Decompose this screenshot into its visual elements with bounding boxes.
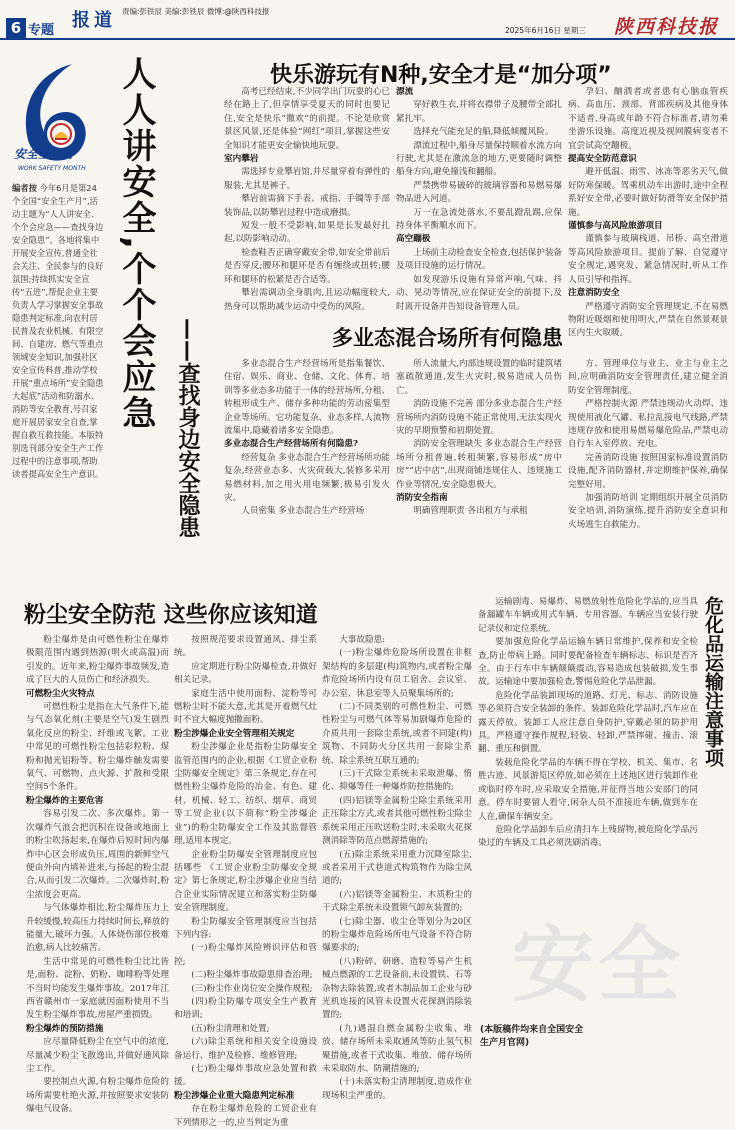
subheading: 高空蹦极	[396, 234, 431, 245]
paragraph: (一)粉尘爆炸风险辨识评估和管控;	[174, 943, 317, 967]
paragraph: (十)未落实粉尘清理制度,造成作业现场积尘严重的。	[322, 1077, 472, 1101]
paragraph: 应尽量降低粉尘在空气中的浓度,尽量减少粉尘飞散逸出,并做好通风除尘工作。	[26, 1037, 169, 1074]
page-number: 6	[6, 18, 26, 38]
paragraph: 消防设施不完善 部分多业态混合生产经营场所内消防设施不能正常使用,无法实现火灾的早期预警和初期处置。	[396, 399, 563, 437]
subheading: 粉尘爆炸的预防措施	[26, 1023, 104, 1034]
editor-note	[12, 182, 104, 481]
paragraph: 需选择专业攀岩馆,并尽量穿着有弹性的服装,尤其是裤子。	[224, 167, 391, 191]
paragraph: 粉尘爆炸是由可燃性粉尘在爆炸极限范围内遇到热源(明火或高温)而引发的。近年来,粉尘爆炸事故频发,造成了巨大的人员伤亡和经济损失。	[26, 635, 169, 686]
paragraph: 完善消防设施 按照国家标准设置消防设施,配齐消防器材,并定期维护保养,确保完整好用。	[568, 452, 728, 490]
watermark-text: 安全	[512, 918, 685, 1013]
subheading: 漂流	[396, 87, 414, 97]
paragraph: (一)粉尘爆炸危险场所设置在非框架结构的多层建(构)筑物内,或者粉尘爆炸危险场所内设有员工宿舍、会议室、办公室、休息室等人员聚集场所的;	[322, 648, 472, 699]
paragraph: 万一在急流处落水,不要乱蹬乱踢,应保持身体平衡顺水而下。	[396, 207, 562, 232]
newspaper-name: 陕西科技报	[614, 16, 720, 38]
article3-headline: 粉尘安全防范 这些你应该知道	[24, 603, 318, 628]
paragraph: (五)除尘系统采用重力沉降室除尘,或者采用干式巷道式构筑物作为除尘风道的;	[322, 849, 472, 887]
paragraph: 孕妇、酗酒者或者患有心脑血管疾病、高血压、颈部、背部疾病及其他身体不适者,身高或年龄不符合标准者,请勿乘坐游乐设施。高度近视及视网膜病变者不宜尝试高空蹦极。	[568, 87, 728, 151]
paragraph: 与气体爆炸相比,粉尘爆炸压力上升较缓慢,较高压力持续时间长,释放的能量大,破坏力强。人体烧伤部位极难治愈,病人比较痛苦。	[26, 903, 169, 954]
paragraph: 企业粉尘防爆安全管理制度应包括哪些 《工贸企业粉尘防爆安全规定》第七条规定,粉尘涉爆企业应当结合企业实际情况建立和落实粉尘防爆安全管理制度。	[174, 849, 317, 914]
article3-column-2	[174, 634, 317, 1128]
subheading: 粉尘涉爆企业安全管理相关规定	[174, 728, 295, 739]
feature-sub-title: ——查找身边安全隐患	[175, 318, 200, 538]
paragraph: 危险化学品装卸现场的道路、灯光、标志、消防设施等必须符合安全装卸的条件。装卸危险化学品时,汽车应在露天停放。装卸工人应注意自身防护,穿戴必须的防护用具。严格遵守操作规程,轻装、轻卸,严禁摔碰、撞击、滚翻、重压和倒置。	[478, 690, 698, 755]
subheading: 多业态混合生产经营场所有何隐患?	[224, 439, 358, 450]
paragraph: 严禁携带易破碎的玻璃容器和易燃易爆物品进入河道。	[396, 180, 562, 205]
article2-headline: 多业态混合场所有何隐患	[332, 326, 563, 350]
paragraph: 加强消防培训 定期组织开展全员消防安全培训,消防演练,提升消防安全意识和火场逃生自救能力。	[568, 493, 728, 530]
paragraph: 按照规范要求设置通风、排尘系统。	[174, 635, 317, 659]
paragraph: 明确管理职责 各出租方与承租	[413, 506, 528, 517]
subheading: 谨慎参与高风险旅游项目	[568, 221, 663, 232]
paragraph: 危险化学品卸车后应清扫车上残留物,被危险化学品污染过的车辆及工具必须洗刷消毒。	[478, 824, 698, 849]
paragraph: 生活中常见的可燃性粉尘比比皆是,面粉、淀粉、奶粉、咖啡粉等处理不当时均能发生爆炸事故。2017年江西省赣州市一家庭就因面粉使用不当发生粉尘爆炸事故,房屋严重损毁。	[26, 956, 169, 1021]
article2-column-2	[396, 358, 562, 580]
paragraph: 高考已经结束,不少同学出门玩耍的心已经在路上了,但享情享受夏天的同时也要记住,安全是快乐“撒欢”的前提。不论是欣赏景区风景,还是体验“网红”项目,掌握这些安全知识才能更安全愉快地玩耍。	[224, 87, 391, 151]
paragraph: 短发一般不受影响,如果是长发最好扎起,以防影响动动。	[224, 221, 390, 245]
subheading: 粉尘爆炸的主要危害	[26, 795, 104, 806]
subheading: 提高安全防范意识	[568, 154, 637, 165]
paragraph: (七)除尘器、收尘仓等划分为20区的粉尘爆炸危险场所电气设备不符合防爆要求的;	[322, 916, 472, 954]
logo-text-cn: 安全生产月	[14, 147, 75, 161]
paragraph: (四)粉尘防爆专项安全生产教育和培训;	[174, 996, 317, 1021]
logo-text-en: WORK SAFETY MONTH	[18, 165, 86, 172]
paragraph: 攀岩前需摘下手表、戒指、手镯等手部装饰品,以防攀岩过程中造成磨损。	[224, 194, 390, 218]
paragraph: 消防安全管理缺失 多业态混合生产经营场所分租普遍,转租频繁,容易形成“房中房”“店中店”,出现商铺违规住人、违规施工作业等情况,安全隐患极大。	[396, 439, 563, 490]
paragraph: 要控制点火源,有粉尘爆炸危险的场所需要杜绝火源,并按照要求安装防爆电气设备。	[26, 1077, 169, 1115]
paragraph: (三)粉尘作业岗位安全操作规程;	[191, 983, 313, 994]
paragraph: 漂流过程中,船身尽量保持顺着水流方向行驶,尤其是在激流急的地方,更要随时调整船身方向,避免撞浅和翻船。	[396, 140, 563, 178]
article4-body	[478, 596, 698, 1016]
subheading: 室内攀岩	[224, 154, 259, 165]
paragraph: 所人流量大,内部违规设置的临时建筑堵塞疏散通道,发生火灾时,极易造成人员伤亡。	[396, 359, 563, 396]
paragraph: 大事故隐患:	[339, 635, 386, 645]
paragraph: (三)干式除尘系统未采取泄爆、惰化、抑爆等任一种爆炸防控措施的;	[322, 769, 472, 793]
section-label-big: 报道	[72, 10, 116, 31]
paragraph: 严格遵守消防安全管理规定,不在易燃物附近吸烟和使用明火,严禁在自然景观景区内生火取暖。	[568, 301, 728, 339]
paragraph: 人员密集 多业态混合生产经营场	[241, 506, 365, 517]
paragraph: 方、管理单位与业主、业主与业主之间,应明确消防安全管理责任,建立健全消防安全管理制度。	[568, 359, 728, 396]
paragraph: 运输剧毒、易爆炸、易燃放射性危险化学品的,应当具备漏罐车车辆或用式车辆、专用容器。车辆应当安装行驶记录仪和定位系统。	[478, 597, 698, 634]
article3-column-3	[322, 634, 472, 1101]
paragraph: 多业态混合生产经营场所是指集餐饮、住宿、娱乐、商业、仓储、文化、体育、培训等多业态多功能于一体的经营场所,分租、转租形成生产、储存多种功能的劳动密集型企业等场所。它功能复杂、业态多样,人流物流集中,隐藏着诸多安全隐患。	[224, 359, 391, 437]
paragraph: (五)粉尘清理和处置;	[191, 1023, 270, 1034]
paragraph: 上场前主动检查安全检查,包括保护装备及项目设施的运行情况。	[396, 247, 563, 272]
article1-column-2	[396, 86, 562, 316]
subheading: 消防安全指南	[396, 493, 448, 504]
article2-column-1	[224, 358, 390, 580]
paragraph: 可燃性粉尘是指在大气条件下,能与气态氧化剂(主要是空气)发生剧烈氧化反应的粉尘、纤维或飞絮。工业中常见的可燃性粉尘包括彩粒粉、煤粉和抛光铝粉等。粉尘爆炸触发需要氧气、可燃物、点火源、扩散和受限空间5个条件。	[26, 702, 169, 793]
article1-headline: 快乐游玩有N种,安全才是“加分项”	[270, 63, 612, 88]
paragraph: 要加强危险化学品运输车辆日常维护,保养和安全检查,防止带病上路。同时要配备检查车辆标志、标识是否齐全。由于行车中车辆颠簸震动,容易造成包装破损,发生事故。运输途中要加强检查,警惕危险化学品泄漏。	[478, 637, 698, 688]
issue-date: 2025年6月16日 星期三	[505, 26, 586, 35]
paragraph: 经营复杂 多业态混合生产经营场所功能复杂,经营业态多、火灾荷载大,装修多采用易燃材料,加之用火用电频繁,极易引发火灾。	[224, 452, 391, 504]
paragraph: 谨慎参与玻璃栈道、吊桥、高空滑道等高风险旅游项目。提前了解、自觉遵守安全规定,遇突发、紧急情况时,听从工作人员引导和指挥。	[568, 234, 728, 285]
paragraph: (六)铝镁等金属粉尘、木质粉尘的干式除尘系统未设置锁气卸灰装置的;	[322, 889, 472, 914]
paragraph: 家庭生活中使用面粉、淀粉等可燃粉尘时不能大意,尤其是开着燃气灶时不宜大幅度抛撒面粉。	[174, 688, 317, 726]
source-credit: (本版稿件均来自全国安全生产月官网)	[480, 1025, 584, 1048]
paragraph: 如发现游乐设施有异常声响,气味、抖动、晃动等情况,应在保证安全的前提下,及时离开设备并告知设备管理人员。	[396, 274, 562, 312]
paragraph: 粉尘涉爆企业是指粉尘防爆安全监管范围内的企业,根据《工贸企业粉尘防爆安全规定》第三条规定,存在可燃性粉尘爆炸危险的冶金、有色、建材、机械、轻工、纺织、烟草、商贸等工贸企业(以下简称“粉尘涉爆企业”)的粉尘防爆安全工作及其监督管理,适用本规定。	[174, 742, 317, 847]
paragraph: 粉尘防爆安全管理制度应当包括下列内容:	[174, 916, 317, 940]
paragraph: 装载危险化学品的车辆不得在学校、机关、集市、名胜古迹、风景游览区停放,如必须在上述地区进行装卸作业或临时停车时,应采取安全措施,并征得当地公安部门的同意。停车时要留人看守,闲杂人员不准接近车辆,做到车在人在,确保车辆安全。	[478, 757, 698, 822]
paragraph: (二)不同类别的可燃性粉尘、可燃性粉尘与可燃气体等易加剧爆炸危险的介质共用一套除尘系统,或者不同建(构)筑物、不同防火分区共用一套除尘系统、除尘系统互联互通的;	[322, 702, 472, 766]
paragraph: 避开低温、雨雪、冰冻等恶劣天气,做好防寒保暖。驾乘机动车出游时,途中全程系好安全带,必要时做好防滑等安全保护措施。	[568, 167, 728, 218]
paragraph: (二)粉尘爆炸事故隐患排查治理;	[191, 970, 313, 981]
paragraph: 穿好救生衣,并将衣襟带子及腰带全部扎紧扎牢。	[396, 100, 563, 124]
paragraph: (八)粉碎、研磨、造粒等易产生机械点燃源的工艺设备前,未设置铁、石等杂物去除装置,或者木制品加工企业与砂光机连接的风管未设置火花探测消除装置的;	[322, 956, 472, 1021]
feature-main-title: 人人讲安全,个个会应急	[116, 56, 156, 431]
editor-note-text: 今年6月是第24个全国“安全生产月”,活动主题为“人人讲安全、个个会应急——查找身边安全隐患”。各地将集中开展安全宣传,普通全社会关注、全民参与的良好氛围;持续抓实安全宣传“五进”,帮促企业主要负责人学习掌握安全事故隐患判定标准,向农村居民普及农业机械、有限空间、自建房、燃气等重点领域安全知识,加强社区安全宣传科普,推动学校开展“重点场所”安全隐患大起底”活动和防溺水、消防等安全教育,号召家庭开展居家安全自查,掌握自救互救技能。本版特别选刊部分安全生产工作过程中的注意事项,帮助读者提高安全生产意识。	[12, 183, 104, 479]
paragraph: 存在粉尘爆炸危险的工贸企业有下列情形之一的,应当判定为重	[174, 1104, 317, 1128]
paragraph: 严格控制火源 严禁违规动火动焊、违规使用液化气罐、私拉乱接电气线路,严禁违规存放和使用易燃易爆危险品,严禁电动自行车入室停放、充电。	[568, 399, 728, 450]
subheading: 可燃粉尘火灾特点	[26, 688, 95, 699]
editor-note-label: 编者按	[12, 183, 37, 193]
paragraph: 应定期进行粉尘防爆检查,并做好相关记录。	[174, 661, 317, 686]
article2-column-3	[568, 358, 728, 580]
subheading: 粉尘涉爆企业重大隐患判定标准	[174, 1090, 295, 1101]
subheading: 注意消防安全	[568, 288, 620, 299]
paragraph: (四)铝镁等金属粉尘除尘系统采用正压除尘方式,或者其他可燃性粉尘除尘系统采用正压吹送粉尘时,未采取火花探测消除等防范点燃源措施的;	[322, 795, 472, 847]
paragraph: (九)遇湿自燃金属粉尘收集、堆放、储存场所未采取通风等防止氢气积聚措施,或者干式收集、堆放、储存场所未采取防水、防潮措施的;	[322, 1023, 472, 1074]
paragraph: (七)粉尘爆炸事故应急处置和救援。	[174, 1064, 317, 1088]
article3-column-1	[26, 634, 169, 1115]
editor-credits: 责编:彭铁辰 美编:彭铁辰 微博:@陕西科技报	[122, 7, 270, 16]
article1-column-3	[568, 86, 728, 339]
paragraph: (六)除尘系统和相关安全设施设备运行、维护及检修、维修管理;	[174, 1037, 317, 1061]
paragraph: 容易引发二次、多次爆炸。第一次爆炸气浪会把沉积在设备或地面上的粉尘吹扬起来,在爆炸后短时间内爆炸中心区会形成负压,周围的新鲜空气便由外向内填补进来,与扬起的粉尘混合,从而引发二次爆炸。二次爆炸时,粉尘浓度会更高。	[26, 809, 169, 900]
article4-headline: 危化品运输注意事项	[702, 596, 724, 767]
paragraph: 选择充气能充足的船,降低倾覆风险。	[413, 127, 554, 138]
paragraph: 检查鞋否正确穿戴安全带,如安全带前后是否穿反;腰环和腿环是否有缠绕或扭转;腰环和腿环的松紧是否合适等。	[224, 247, 391, 285]
section-label-small: 专题	[28, 23, 55, 38]
article1-column-1	[224, 86, 390, 316]
paragraph: 攀岩需调动全身肌肉,且运动幅度较大,热身可以帮助减少运动中受伤的风险。	[224, 288, 390, 312]
